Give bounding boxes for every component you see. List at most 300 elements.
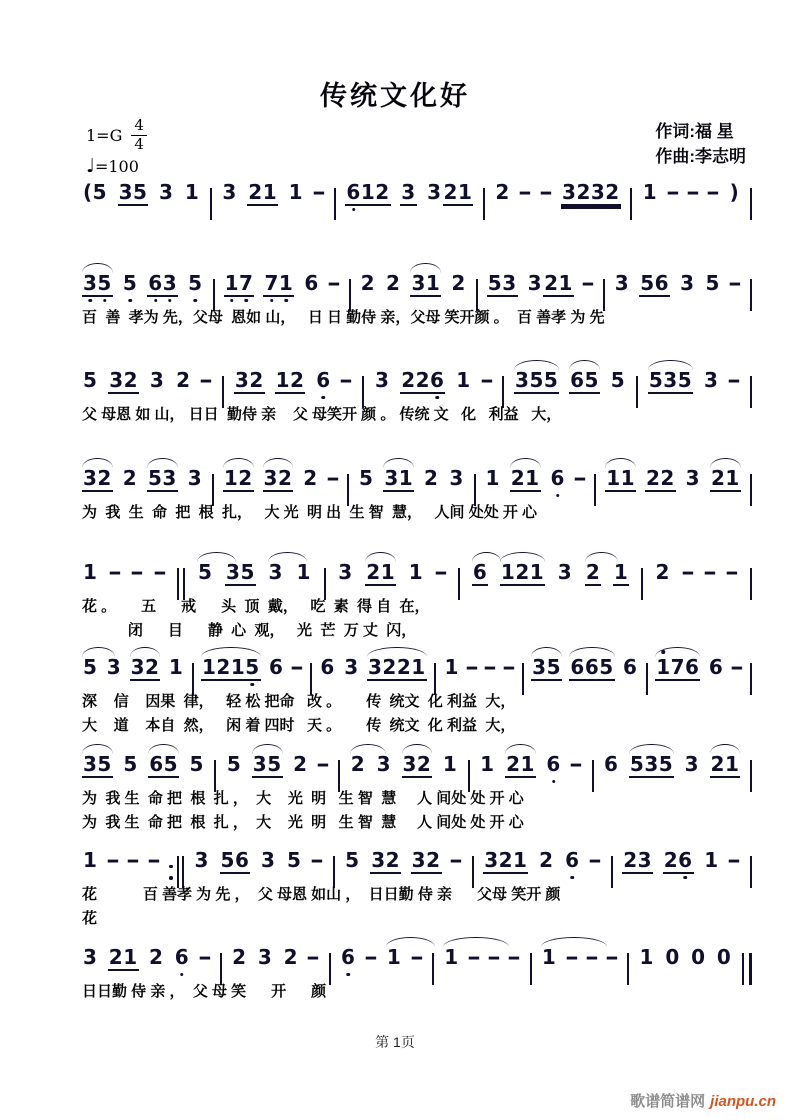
note-token bbox=[122, 273, 138, 295]
note-digits: 32 bbox=[411, 848, 441, 872]
note-digits: - bbox=[449, 848, 465, 872]
note-token bbox=[82, 754, 113, 778]
note-digits: - bbox=[311, 180, 327, 204]
note-digits: 65 bbox=[570, 368, 599, 392]
note-digits: 176 bbox=[656, 655, 700, 679]
note-digits: - bbox=[197, 945, 213, 969]
note-token bbox=[234, 370, 265, 394]
note-digits: - bbox=[569, 752, 585, 776]
note-digits: - bbox=[604, 945, 620, 969]
note-digits: 1 bbox=[639, 945, 654, 969]
notation-line bbox=[82, 742, 752, 784]
duration-dash bbox=[151, 562, 169, 584]
note-token bbox=[189, 754, 205, 776]
note-digits: 0 bbox=[665, 945, 680, 969]
note-digits: - bbox=[433, 560, 449, 584]
lyrics-line-2: 为 我 生 命 把 根 扎 ， 大 光 明 生 智 慧 人 间处 处 开 心 bbox=[82, 813, 524, 831]
note-digits: 6 bbox=[708, 655, 724, 679]
note-token bbox=[443, 657, 459, 679]
barline bbox=[750, 760, 752, 792]
note-digits: 3 bbox=[268, 560, 283, 584]
barline bbox=[630, 188, 632, 220]
barline bbox=[476, 279, 478, 311]
duration-dash bbox=[288, 657, 306, 679]
note-digits: 5 bbox=[287, 848, 302, 872]
note-digits: - bbox=[326, 271, 342, 295]
note-digits: 3 bbox=[614, 271, 630, 295]
note-digits: 32 bbox=[83, 466, 112, 490]
note-token bbox=[263, 273, 294, 297]
note-token bbox=[303, 273, 319, 295]
watermark-site-url[interactable]: jianpu.cn bbox=[710, 1093, 776, 1110]
note-digits: - bbox=[572, 466, 588, 490]
note-digits: 6 bbox=[565, 848, 580, 872]
barline bbox=[329, 953, 331, 985]
duration-dash bbox=[684, 182, 702, 204]
note-token bbox=[275, 370, 306, 394]
duration-dash bbox=[362, 947, 380, 969]
note-digits: - bbox=[538, 180, 554, 204]
note-token bbox=[610, 370, 626, 392]
note-token bbox=[679, 273, 695, 295]
note-digits: 535 bbox=[648, 368, 693, 392]
note-digits: 3 bbox=[427, 180, 442, 204]
note-digits: 2 bbox=[585, 560, 601, 584]
note-token bbox=[629, 754, 674, 778]
duration-dash bbox=[571, 468, 589, 490]
system-2 bbox=[82, 261, 752, 327]
note-digits: 612 bbox=[346, 180, 390, 204]
note-digits: 1 bbox=[485, 466, 500, 490]
note-token bbox=[263, 468, 294, 492]
note-token bbox=[108, 370, 139, 394]
note-token bbox=[605, 468, 636, 492]
note-digits: 17 bbox=[224, 271, 254, 295]
lyrics-line-1: 花 百 善孝 为 先 ， 父 母恩 如山 ， 日日勤 侍 亲 父母 笑开 颜 bbox=[82, 886, 561, 903]
barline bbox=[592, 760, 594, 792]
composer-credit: 作曲:李志明 bbox=[655, 146, 746, 166]
page-number: 第 1页 bbox=[375, 1034, 415, 1050]
tempo-value: =100 bbox=[94, 156, 139, 176]
note-digits: 3 bbox=[187, 466, 203, 490]
note-digits: 1 bbox=[408, 560, 424, 584]
note-token bbox=[252, 754, 283, 778]
note-token bbox=[365, 562, 396, 586]
note-digits: 1 bbox=[184, 180, 200, 204]
repeat-begin-barline bbox=[177, 568, 185, 600]
note-token bbox=[411, 850, 442, 874]
note-digits: 3 bbox=[401, 180, 416, 204]
note-token bbox=[345, 182, 390, 206]
credits-block bbox=[655, 120, 746, 169]
note-digits: 1 bbox=[288, 180, 304, 204]
barline bbox=[212, 474, 214, 506]
note-digits: - bbox=[152, 560, 168, 584]
note-token bbox=[448, 468, 464, 490]
note-token bbox=[645, 468, 676, 492]
duration-dash bbox=[198, 370, 216, 392]
note-token bbox=[538, 850, 554, 872]
note-token bbox=[703, 850, 719, 872]
note-digits: 5 bbox=[345, 848, 360, 872]
note-digits: 3 bbox=[703, 368, 719, 392]
note-token bbox=[343, 657, 359, 679]
note-token bbox=[296, 562, 312, 584]
system-9 bbox=[82, 935, 752, 1001]
barline bbox=[468, 760, 470, 792]
note-digits: 5 bbox=[226, 752, 242, 776]
note-digits: 6 bbox=[304, 271, 319, 295]
duration-dash bbox=[724, 562, 742, 584]
note-digits: - bbox=[409, 945, 425, 969]
duration-dash bbox=[725, 370, 743, 392]
note-token bbox=[168, 657, 184, 679]
system-4 bbox=[82, 456, 752, 522]
note-digits: - bbox=[107, 560, 123, 584]
barline bbox=[636, 376, 638, 408]
duration-dash bbox=[310, 182, 328, 204]
note-token bbox=[622, 657, 638, 679]
note-digits: 3 bbox=[194, 848, 209, 872]
note-token bbox=[684, 754, 700, 776]
note-digits: 35 bbox=[118, 180, 148, 204]
duration-dash bbox=[408, 947, 426, 969]
note-token bbox=[224, 273, 255, 297]
system-7 bbox=[82, 742, 752, 831]
note-token bbox=[82, 370, 98, 392]
note-digits: 3 bbox=[158, 180, 174, 204]
note-digits: 3 bbox=[83, 945, 98, 969]
key-signature: 1=G bbox=[86, 125, 123, 145]
note-digits: - bbox=[363, 945, 379, 969]
note-token bbox=[288, 182, 304, 204]
song-title: 传统文化好 bbox=[320, 81, 470, 111]
note-digits: - bbox=[588, 848, 604, 872]
lyrics-line-1: 父 母恩 如 山， 日日 勤侍 亲 父 母笑开 颜 。 传统 文 化 利益 大， bbox=[82, 406, 562, 423]
note-token bbox=[147, 468, 178, 492]
note-token bbox=[201, 657, 261, 681]
barline bbox=[750, 474, 752, 506]
note-digits: 5 bbox=[610, 368, 626, 392]
barline bbox=[641, 568, 643, 600]
duration-dash bbox=[145, 850, 163, 872]
note-token bbox=[622, 850, 653, 874]
note-token bbox=[319, 657, 335, 679]
note-token bbox=[106, 657, 122, 679]
note-digits: 2 bbox=[148, 945, 164, 969]
note-token bbox=[648, 370, 693, 394]
note-digits: - bbox=[680, 560, 696, 584]
duration-dash bbox=[725, 850, 743, 872]
barline bbox=[750, 279, 752, 311]
note-digits: 5 bbox=[83, 368, 98, 392]
duration-dash bbox=[705, 182, 723, 204]
note-digits: 5 bbox=[189, 752, 204, 776]
note-digits: 2 bbox=[293, 752, 308, 776]
note-digits: 3 bbox=[149, 368, 165, 392]
note-token bbox=[344, 850, 360, 872]
note-token bbox=[716, 947, 732, 969]
note-token bbox=[337, 562, 353, 584]
barline bbox=[347, 474, 349, 506]
note-digits: 32 bbox=[402, 752, 432, 776]
duration-dash bbox=[106, 562, 124, 584]
note-digits: 35 bbox=[252, 752, 282, 776]
barline bbox=[474, 474, 476, 506]
note-token bbox=[685, 468, 701, 490]
note-digits: 21 bbox=[510, 466, 540, 490]
note-digits: 23 bbox=[623, 848, 653, 872]
note-digits: - bbox=[487, 945, 503, 969]
barline bbox=[434, 663, 436, 695]
note-token bbox=[450, 273, 466, 295]
barline bbox=[310, 663, 312, 695]
note-digits: 665 bbox=[570, 655, 614, 679]
note-digits: 3 bbox=[344, 655, 359, 679]
note-digits: 53 bbox=[487, 271, 517, 295]
duration-dash bbox=[579, 273, 597, 295]
barline bbox=[220, 953, 222, 985]
note-token bbox=[148, 947, 164, 969]
note-token bbox=[118, 182, 149, 206]
duration-dash bbox=[728, 657, 746, 679]
duration-dash bbox=[324, 468, 342, 490]
note-token bbox=[500, 562, 545, 586]
note-digits: 5 bbox=[83, 655, 98, 679]
note-digits: 3 bbox=[106, 655, 122, 679]
note-token bbox=[147, 273, 178, 297]
duration-dash bbox=[506, 947, 524, 969]
note-token bbox=[82, 850, 98, 872]
note-token bbox=[569, 657, 614, 681]
note-digits: 6 bbox=[320, 655, 335, 679]
barline bbox=[522, 663, 524, 695]
duration-dash bbox=[196, 947, 214, 969]
note-token bbox=[350, 754, 366, 776]
watermark bbox=[630, 1090, 776, 1111]
note-token bbox=[655, 657, 700, 681]
note-token bbox=[569, 370, 600, 394]
note-digits: (5 bbox=[83, 180, 108, 204]
barline bbox=[334, 188, 336, 220]
note-token bbox=[149, 370, 165, 392]
note-digits: - bbox=[105, 848, 121, 872]
lyrics-line-1: 为 我 生 命 把 根 扎， 大 光 明 出 生 智 慧， 人间 处处 开 心 bbox=[82, 504, 538, 521]
note-digits: 6 bbox=[269, 655, 284, 679]
note-token bbox=[564, 850, 580, 872]
note-digits: 22 bbox=[645, 466, 675, 490]
note-digits: - bbox=[126, 848, 142, 872]
note-digits: 21 bbox=[506, 752, 535, 776]
note-token bbox=[82, 562, 98, 584]
note-token bbox=[383, 468, 414, 492]
barline bbox=[458, 568, 460, 600]
note-digits: 2 bbox=[451, 271, 466, 295]
lyrics-line-1: 为 我 生 命 把 根 扎 ， 大 光 明 生 智 慧 人 间处 处 开 心 bbox=[82, 790, 524, 807]
note-token bbox=[148, 754, 179, 778]
duration-dash bbox=[679, 562, 697, 584]
note-token bbox=[487, 273, 518, 297]
note-digits: 5 bbox=[123, 752, 138, 776]
note-digits: 1 bbox=[168, 655, 184, 679]
note-digits: 21 bbox=[248, 180, 278, 204]
barline bbox=[213, 279, 215, 311]
note-digits: - bbox=[289, 655, 305, 679]
note-digits: 3 bbox=[376, 752, 392, 776]
note-digits: - bbox=[483, 655, 499, 679]
note-digits: 21 bbox=[710, 752, 740, 776]
time-signature-denominator: 4 bbox=[134, 134, 144, 153]
note-token bbox=[545, 754, 561, 776]
barline bbox=[611, 856, 613, 888]
notation-line bbox=[82, 456, 752, 498]
duration-dash bbox=[104, 850, 122, 872]
duration-dash bbox=[583, 947, 601, 969]
repeat-dots bbox=[169, 865, 173, 880]
note-digits: 56 bbox=[220, 848, 250, 872]
note-token bbox=[484, 468, 500, 490]
note-token bbox=[455, 370, 471, 392]
note-token bbox=[82, 947, 98, 969]
note-token bbox=[664, 947, 680, 969]
note-token bbox=[286, 850, 302, 872]
note-digits: 3 bbox=[257, 945, 273, 969]
note-token bbox=[705, 273, 721, 295]
note-token bbox=[82, 182, 108, 204]
lyrics-line-2: 花 bbox=[82, 909, 98, 927]
note-digits: 35 bbox=[83, 752, 112, 776]
note-token bbox=[708, 657, 724, 679]
note-token bbox=[549, 468, 565, 490]
note-digits: 3221 bbox=[368, 655, 426, 679]
note-digits: 226 bbox=[401, 368, 445, 392]
duration-dash bbox=[447, 850, 465, 872]
note-token bbox=[122, 468, 138, 490]
note-token bbox=[639, 273, 670, 297]
system-6 bbox=[82, 645, 752, 734]
duration-dash bbox=[500, 657, 518, 679]
note-digits: 2 bbox=[176, 368, 191, 392]
final-barline bbox=[742, 953, 752, 985]
note-digits: 32 bbox=[130, 655, 160, 679]
note-token bbox=[231, 947, 247, 969]
note-token bbox=[223, 468, 254, 492]
note-digits: - bbox=[130, 560, 146, 584]
note-digits: - bbox=[727, 368, 743, 392]
note-digits: 1 bbox=[386, 945, 402, 969]
duration-dash bbox=[465, 947, 483, 969]
note-token bbox=[82, 657, 98, 679]
duration-dash bbox=[308, 850, 326, 872]
barline bbox=[530, 953, 532, 985]
note-token bbox=[663, 850, 694, 874]
note-digits: - bbox=[507, 945, 523, 969]
duration-dash bbox=[125, 850, 143, 872]
note-digits: 1 bbox=[642, 180, 658, 204]
note-digits: 6 bbox=[546, 752, 561, 776]
lyrics-line-1: 花 。 五 戒 头 顶 戴， 吃 素 得 自 在， bbox=[82, 598, 430, 615]
note-digits: - bbox=[465, 655, 481, 679]
note-digits: 6 bbox=[316, 368, 331, 392]
note-digits: 32 bbox=[263, 466, 293, 490]
note-token bbox=[370, 850, 401, 874]
note-digits: 21 bbox=[443, 180, 473, 204]
note-token bbox=[122, 754, 138, 776]
barline bbox=[362, 376, 364, 408]
duration-dash bbox=[586, 850, 604, 872]
duration-dash bbox=[485, 947, 503, 969]
note-digits: 2 bbox=[360, 271, 376, 295]
duration-dash bbox=[314, 754, 332, 776]
note-token bbox=[302, 468, 318, 490]
note-token bbox=[410, 273, 441, 297]
note-token bbox=[367, 657, 427, 681]
note-token bbox=[505, 754, 536, 778]
note-digits: 321 bbox=[484, 848, 528, 872]
barline bbox=[338, 760, 340, 792]
watermark-site-name: 歌谱简谱网 bbox=[630, 1093, 706, 1110]
note-token bbox=[585, 562, 601, 586]
note-token bbox=[225, 562, 256, 586]
barline bbox=[222, 376, 224, 408]
note-token bbox=[292, 754, 308, 776]
note-digits: 11 bbox=[606, 466, 636, 490]
note-digits: 32 bbox=[109, 368, 139, 392]
note-digits: 0 bbox=[691, 945, 706, 969]
note-token bbox=[541, 947, 557, 969]
note-digits: 5 bbox=[359, 466, 374, 490]
note-digits: 5 bbox=[197, 560, 213, 584]
note-token bbox=[184, 182, 200, 204]
barline bbox=[432, 953, 434, 985]
barline bbox=[750, 376, 752, 408]
notation-line bbox=[82, 935, 752, 977]
lyrics-line-2: 闭 目 静 心 观， 光 芒 万 丈 闪， bbox=[82, 621, 417, 639]
barline bbox=[627, 953, 629, 985]
note-digits: 31 bbox=[411, 271, 441, 295]
note-digits: 3232 bbox=[562, 180, 620, 204]
note-digits: 21 bbox=[710, 466, 740, 490]
notation-line bbox=[82, 261, 752, 303]
lyrics-line-1: 深 信 因果 律， 轻 松 把命 改 。 传 统文 化 利益 大， bbox=[82, 693, 516, 710]
note-digits: 5 bbox=[188, 271, 203, 295]
note-digits: - bbox=[146, 848, 162, 872]
duration-dash bbox=[701, 562, 719, 584]
note-digits: 35 bbox=[226, 560, 255, 584]
note-token bbox=[614, 273, 630, 295]
note-digits: 32 bbox=[371, 848, 401, 872]
note-digits: 12 bbox=[275, 368, 305, 392]
note-digits: 1 bbox=[704, 848, 719, 872]
note-digits: - bbox=[725, 560, 741, 584]
duration-dash bbox=[338, 370, 356, 392]
note-digits: - bbox=[479, 368, 495, 392]
lyrics-line-2: 大 道 本自 然， 闲 着 四时 天 。 传 统文 化 利益 大， bbox=[82, 716, 516, 734]
note-digits: 2 bbox=[303, 466, 318, 490]
note-token bbox=[479, 754, 495, 776]
note-digits: 2 bbox=[350, 752, 366, 776]
barline bbox=[472, 856, 474, 888]
note-digits: - bbox=[466, 945, 482, 969]
note-digits: 21 bbox=[544, 271, 573, 295]
system-8 bbox=[82, 838, 752, 927]
note-token bbox=[374, 370, 390, 392]
note-digits: - bbox=[665, 180, 681, 204]
note-token bbox=[358, 468, 374, 490]
note-digits: - bbox=[706, 180, 722, 204]
time-signature bbox=[131, 118, 147, 153]
note-token bbox=[408, 562, 424, 584]
